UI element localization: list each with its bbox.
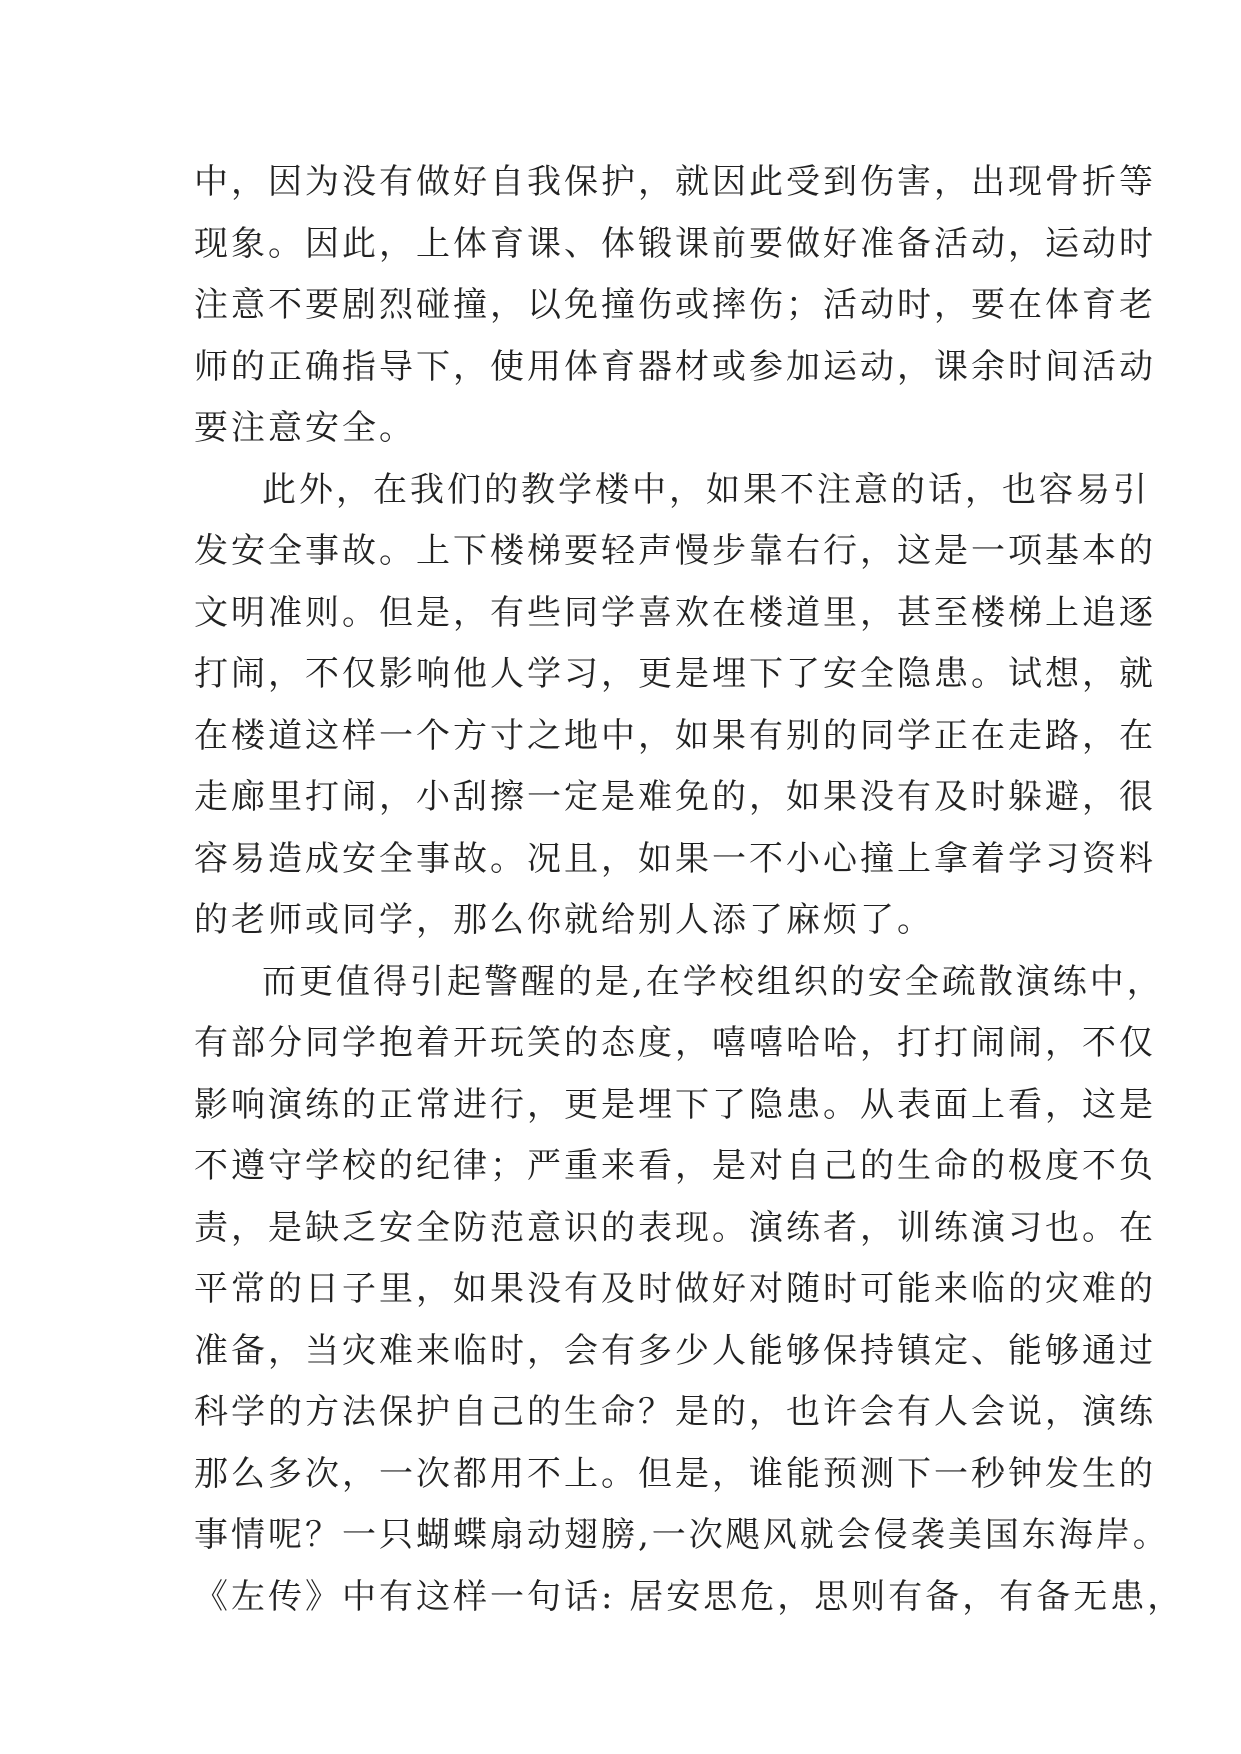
text-line: 影响演练的正常进行，更是埋下了隐患。从表面上看，这是: [194, 1084, 1156, 1125]
text-line: 注意不要剧烈碰撞，以免撞伤或摔伤；活动时，要在体育老: [194, 285, 1156, 325]
text-line: 发安全事故。上下楼梯要轻声慢步靠右行，这是一项基本的: [194, 531, 1156, 571]
text-line: 那么多次，一次都用不上。但是，谁能预测下一秒钟发生的: [194, 1453, 1156, 1494]
paragraph-1: [194, 152, 1156, 460]
text-line: 责，是缺乏安全防范意识的表现。演练者，训练演习也。在: [194, 1207, 1156, 1248]
paragraph-2: [194, 460, 1156, 952]
text-line: 平常的日子里，如果没有及时做好对随时可能来临的灾难的: [194, 1269, 1156, 1309]
text-line: 要注意安全。: [194, 408, 416, 448]
text-line: 事情呢？一只蝴蝶扇动翅膀,一次飓风就会侵袭美国东海岸。: [194, 1515, 1170, 1555]
text-line: 走廊里打闹，小刮擦一定是难免的，如果没有及时躲避，很: [194, 777, 1156, 817]
text-line: 师的正确指导下，使用体育器材或参加运动，课余时间活动: [194, 346, 1156, 387]
text-line: 此外，在我们的教学楼中，如果不注意的话，也容易引: [262, 469, 1150, 510]
text-line: 不遵守学校的纪律；严重来看，是对自己的生命的极度不负: [194, 1146, 1156, 1186]
document-body: [194, 152, 1185, 1628]
text-line: 中，因为没有做好自我保护，就因此受到伤害，出现骨折等: [194, 162, 1156, 202]
text-line: 有部分同学抱着开玩笑的态度，嘻嘻哈哈，打打闹闹，不仅: [194, 1023, 1156, 1063]
text-line: 的老师或同学，那么你就给别人添了麻烦了。: [194, 900, 934, 940]
text-line: 现象。因此，上体育课、体锻课前要做好准备活动，运动时: [194, 223, 1156, 264]
text-line: 《左传》中有这样一句话: 居安思危，思则有备，有备无患，: [194, 1576, 1185, 1617]
text-line: 在楼道这样一个方寸之地中，如果有别的同学正在走路，在: [194, 715, 1156, 756]
text-line: 科学的方法保护自己的生命？是的，也许会有人会说，演练: [194, 1392, 1156, 1432]
text-line: 容易造成安全事故。况且，如果一不小心撞上拿着学习资料: [194, 838, 1156, 879]
text-line: 而更值得引起警醒的是,在学校组织的安全疏散演练中，: [262, 961, 1164, 1002]
text-line: 准备，当灾难来临时，会有多少人能够保持镇定、能够通过: [194, 1330, 1156, 1371]
text-line: 打闹，不仅影响他人学习，更是埋下了安全隐患。试想，就: [194, 654, 1156, 694]
paragraph-3: [194, 952, 1185, 1629]
text-line: 文明准则。但是，有些同学喜欢在楼道里，甚至楼梯上追逐: [194, 592, 1156, 633]
